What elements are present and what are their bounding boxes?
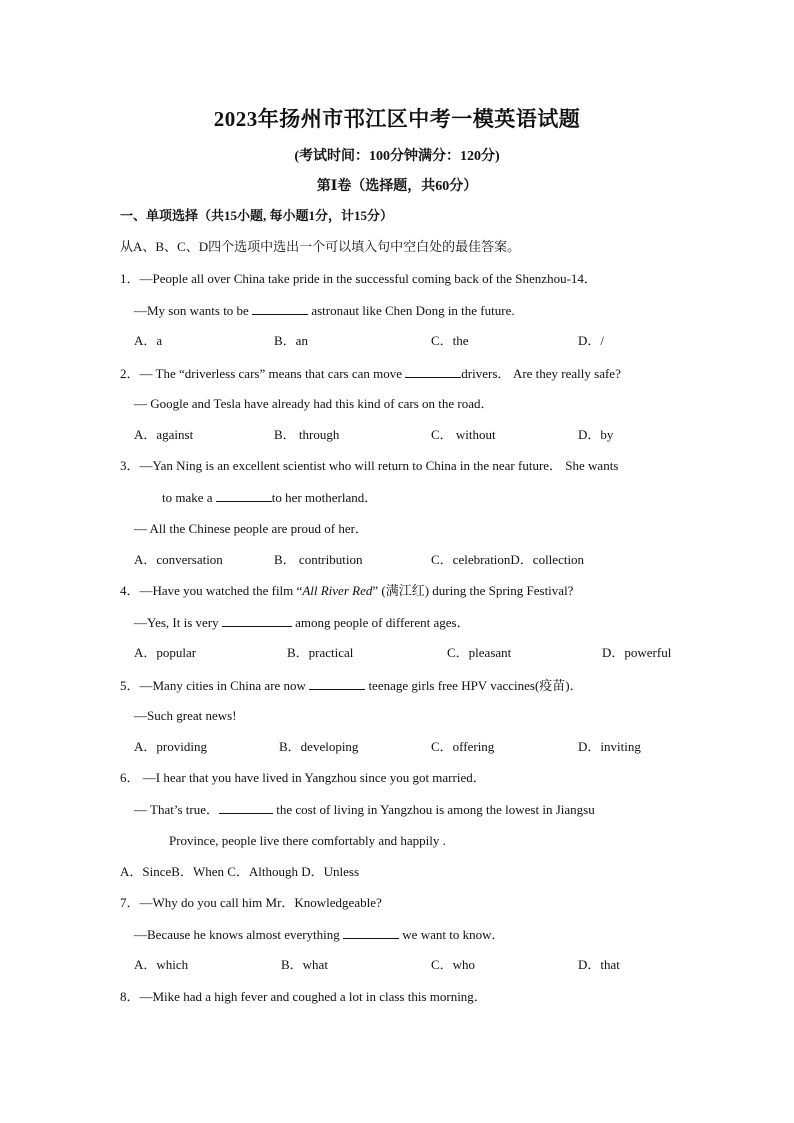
section-instruction: 从A、B、C、D四个选项中选出一个可以填入句中空白处的最佳答案。 bbox=[120, 239, 521, 254]
question-6-reply bbox=[134, 801, 595, 818]
option-c: C．the bbox=[431, 333, 469, 348]
question-2-stem bbox=[120, 365, 621, 382]
text: —Yes, It is very bbox=[134, 615, 222, 630]
option-d: D．that bbox=[578, 957, 620, 972]
question-5-stem bbox=[120, 677, 583, 694]
text: teenage girls free HPV vaccines(疫苗)． bbox=[365, 678, 583, 693]
option-d: D．/ bbox=[578, 333, 605, 348]
question-1-reply bbox=[134, 302, 515, 319]
question-7-reply bbox=[134, 926, 504, 943]
option-a: A．conversation bbox=[134, 552, 223, 567]
option-d: D．by bbox=[578, 427, 614, 442]
text: — That’s true． bbox=[134, 802, 219, 817]
question-6-reply-cont: Province, people live there comfortably and happily . bbox=[169, 833, 446, 848]
answer-blank bbox=[405, 365, 461, 378]
question-1-stem: 1．—People all over China take pride in the successful coming back of the Shenzhou-14． bbox=[120, 271, 597, 286]
page-title: 2023年扬州市邗江区中考一模英语试题 bbox=[213, 107, 581, 131]
text: 4．—Have you watched the film “ bbox=[120, 583, 303, 598]
question-6-options: A．SinceB．When C．Although D．Unless bbox=[120, 864, 360, 879]
text: 2．— The “driverless cars” means that cars can move bbox=[120, 366, 406, 381]
text: —My son wants to be bbox=[134, 303, 253, 318]
answer-blank bbox=[222, 614, 292, 627]
option-a: A．against bbox=[134, 427, 194, 442]
answer-blank bbox=[252, 302, 308, 315]
text: —Because he knows almost everything bbox=[134, 927, 344, 942]
option-b: B．developing bbox=[279, 739, 359, 754]
option-b: B． contribution bbox=[274, 552, 363, 567]
question-4-reply bbox=[134, 614, 470, 631]
text: the cost of living in Yangzhou is among the lowest in Jiangsu bbox=[272, 802, 595, 817]
option-a: A．a bbox=[134, 333, 163, 348]
text: to make a bbox=[162, 490, 216, 505]
text: to her motherland． bbox=[271, 490, 378, 505]
exam-info: (考试时间：100分钟满分：120分) bbox=[294, 149, 500, 164]
film-title: All River Red bbox=[302, 583, 373, 598]
question-7-stem: 7．—Why do you call him Mr．Knowledgeable? bbox=[120, 895, 382, 910]
text: we want to know． bbox=[399, 927, 505, 942]
question-3-stem: 3．—Yan Ning is an excellent scientist who will return to China in the near future． She wants bbox=[120, 458, 619, 473]
option-c: C． without bbox=[431, 427, 496, 442]
question-3-stem-cont bbox=[162, 489, 377, 506]
option-d: D．powerful bbox=[602, 645, 672, 660]
option-b: B．practical bbox=[287, 645, 354, 660]
answer-blank bbox=[219, 801, 273, 814]
text: among people of different ages． bbox=[291, 615, 470, 630]
volume-heading: 第Ⅰ卷（选择题，共60分） bbox=[316, 179, 478, 194]
question-4-stem bbox=[120, 583, 573, 599]
text: 5．—Many cities in China are now bbox=[120, 678, 310, 693]
option-b: B． through bbox=[274, 427, 340, 442]
question-8-stem: 8．—Mike had a high fever and coughed a lot in class this morning． bbox=[120, 989, 487, 1004]
option-a: A．popular bbox=[134, 645, 197, 660]
answer-blank bbox=[216, 489, 272, 502]
question-3-reply: — All the Chinese people are proud of her． bbox=[134, 521, 368, 536]
option-c: C．offering bbox=[431, 739, 495, 754]
question-5-reply: —Such great news! bbox=[134, 708, 237, 723]
option-d: D．inviting bbox=[578, 739, 641, 754]
section-heading: 一、单项选择（共15小题, 每小题1分，计15分） bbox=[120, 208, 394, 223]
text: ” (满江红) during the Spring Festival? bbox=[372, 583, 574, 598]
option-a: A．which bbox=[134, 957, 189, 972]
text: drivers． Are they really safe? bbox=[461, 366, 621, 381]
option-b: B．what bbox=[281, 957, 328, 972]
question-6-stem: 6． —I hear that you have lived in Yangzhou since you got married． bbox=[120, 770, 486, 785]
question-2-reply: — Google and Tesla have already had this kind of cars on the road． bbox=[134, 396, 494, 411]
option-c: C．pleasant bbox=[447, 645, 512, 660]
answer-blank bbox=[343, 926, 399, 939]
option-cd: C．celebrationD．collection bbox=[431, 552, 585, 567]
option-a: A．providing bbox=[134, 739, 207, 754]
option-c: C．who bbox=[431, 957, 476, 972]
option-b: B．an bbox=[274, 333, 308, 348]
text: astronaut like Chen Dong in the future. bbox=[308, 303, 515, 318]
answer-blank bbox=[309, 677, 365, 690]
